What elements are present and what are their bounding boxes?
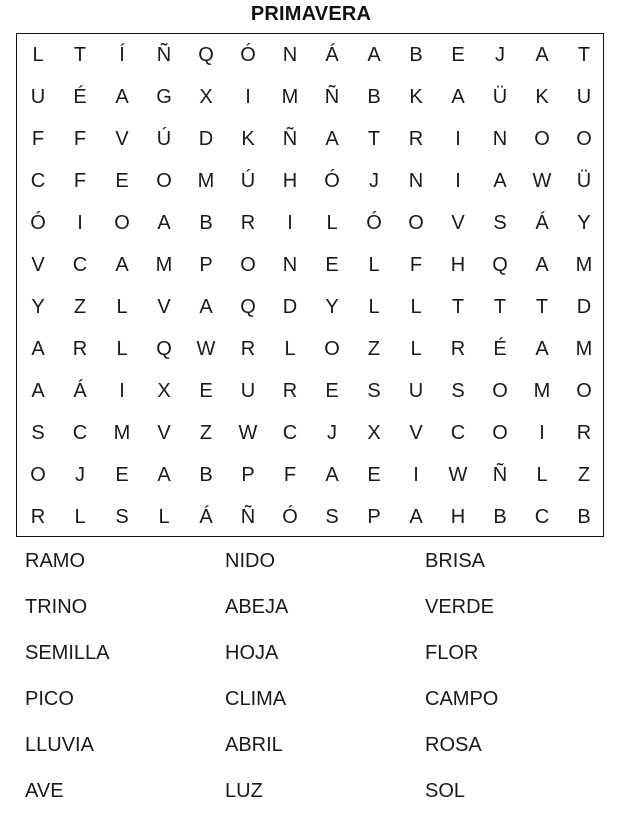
grid-cell: L xyxy=(326,212,338,234)
grid-cell: W xyxy=(532,170,552,192)
grid-cell: H xyxy=(450,506,466,528)
grid-cell: A xyxy=(157,464,171,486)
grid-cell: Ó xyxy=(282,506,298,528)
grid-cell: L xyxy=(284,338,296,360)
grid-cell: A xyxy=(31,380,45,402)
grid-cell: V xyxy=(451,212,465,234)
word-list-item: ABEJA xyxy=(225,596,289,618)
grid-cell: Ü xyxy=(492,86,508,108)
grid-cell: I xyxy=(287,212,293,234)
grid-cell: J xyxy=(369,170,379,192)
grid-cell: Z xyxy=(367,338,381,360)
word-list-item: ROSA xyxy=(425,734,482,756)
grid-cell: U xyxy=(408,380,424,402)
grid-cell: O xyxy=(576,128,592,150)
grid-cell: B xyxy=(409,44,423,66)
grid-cell: W xyxy=(448,464,468,486)
grid-cell: T xyxy=(73,44,87,66)
grid-cell: V xyxy=(409,422,423,444)
grid-cell: L xyxy=(368,296,380,318)
grid-cell: C xyxy=(534,506,550,528)
grid-cell: Á xyxy=(73,380,87,402)
grid-cell: R xyxy=(72,338,88,360)
grid-cell: R xyxy=(240,338,256,360)
grid-cell: R xyxy=(282,380,298,402)
grid-cell: O xyxy=(324,338,340,360)
grid-cell: W xyxy=(238,422,258,444)
grid-cell: S xyxy=(451,380,465,402)
grid-cell: Á xyxy=(325,44,339,66)
grid-cell: F xyxy=(409,254,423,276)
grid-cell: I xyxy=(455,170,461,192)
grid-cell: I xyxy=(77,212,83,234)
word-list-item: AVE xyxy=(25,780,64,802)
grid-cell: F xyxy=(283,464,297,486)
grid-cell: Q xyxy=(240,296,256,318)
word-list-item: SEMILLA xyxy=(25,642,110,664)
grid-cell: X xyxy=(157,380,171,402)
grid-cell: Ú xyxy=(156,128,172,150)
grid-cell: L xyxy=(116,296,128,318)
grid-cell: T xyxy=(367,128,381,150)
grid-cell: B xyxy=(367,86,381,108)
word-list-item: NIDO xyxy=(225,550,275,572)
word-list xyxy=(25,546,615,822)
grid-cell: H xyxy=(282,170,298,192)
grid-cell: C xyxy=(72,254,88,276)
grid-cell: J xyxy=(495,44,505,66)
word-list-item: VERDE xyxy=(425,596,494,618)
grid-cell: R xyxy=(240,212,256,234)
grid-cell: V xyxy=(157,296,171,318)
grid-cell: F xyxy=(73,170,87,192)
word-list-item: LLUVIA xyxy=(25,734,94,756)
grid-cell: Y xyxy=(577,212,591,234)
grid-cell: M xyxy=(575,254,593,276)
grid-cell: E xyxy=(115,170,129,192)
grid-cell: É xyxy=(73,86,87,108)
grid-cell: A xyxy=(535,44,549,66)
grid-cell: Z xyxy=(577,464,591,486)
grid-cell: Ü xyxy=(576,170,592,192)
grid-cell: B xyxy=(577,506,591,528)
grid-cell: E xyxy=(115,464,129,486)
grid-cell: M xyxy=(281,86,299,108)
grid-cell: A xyxy=(325,464,339,486)
grid-cell: O xyxy=(576,380,592,402)
grid-cell: Y xyxy=(325,296,339,318)
grid-cell: W xyxy=(196,338,216,360)
word-list-item: PICO xyxy=(25,688,74,710)
grid-cell: E xyxy=(367,464,381,486)
grid-cell: V xyxy=(115,128,129,150)
grid-cell: A xyxy=(115,254,129,276)
grid-cell: K xyxy=(535,86,549,108)
grid-cell: A xyxy=(199,296,213,318)
grid-cell: Ó xyxy=(30,212,46,234)
grid-cell: V xyxy=(157,422,171,444)
grid-cell: C xyxy=(72,422,88,444)
grid-cell: Ñ xyxy=(492,464,508,486)
grid-cell: L xyxy=(368,254,380,276)
grid-cell: R xyxy=(408,128,424,150)
grid-cell: U xyxy=(30,86,46,108)
grid-cell: Ñ xyxy=(240,506,256,528)
grid-cell: P xyxy=(199,254,213,276)
grid-cell: F xyxy=(31,128,45,150)
grid-cell: L xyxy=(116,338,128,360)
grid-cell: J xyxy=(327,422,337,444)
page-title: PRIMAVERA xyxy=(250,3,372,25)
grid-cell: K xyxy=(409,86,423,108)
grid-cell: Ñ xyxy=(282,128,298,150)
grid-cell: Z xyxy=(199,422,213,444)
grid-cell: A xyxy=(367,44,381,66)
grid-cell: D xyxy=(282,296,298,318)
word-list-item: HOJA xyxy=(225,642,279,664)
grid-cell: Y xyxy=(31,296,45,318)
word-list-item: SOL xyxy=(425,780,466,802)
grid-cell: M xyxy=(533,380,551,402)
grid-cell: E xyxy=(325,254,339,276)
grid-cell: A xyxy=(409,506,423,528)
grid-cell: M xyxy=(113,422,131,444)
grid-cell: E xyxy=(199,380,213,402)
grid-cell: L xyxy=(74,506,86,528)
grid-cell: A xyxy=(115,86,129,108)
word-list-item: CLIMA xyxy=(225,688,287,710)
grid-cell: P xyxy=(367,506,381,528)
word-list-item: TRINO xyxy=(25,596,88,618)
grid-cell: Á xyxy=(535,212,549,234)
grid-cell: B xyxy=(199,212,213,234)
grid-cell: I xyxy=(119,380,125,402)
grid-cell: A xyxy=(325,128,339,150)
grid-cell: X xyxy=(367,422,381,444)
grid-cell: N xyxy=(282,44,298,66)
grid-cell: N xyxy=(492,128,508,150)
grid-cell: L xyxy=(158,506,170,528)
grid-cell: C xyxy=(450,422,466,444)
grid-cell: I xyxy=(539,422,545,444)
grid-cell: Ó xyxy=(366,212,382,234)
grid-cell: P xyxy=(241,464,255,486)
grid-cell: O xyxy=(30,464,46,486)
word-list-item: ABRIL xyxy=(225,734,283,756)
grid-cell: Á xyxy=(199,506,213,528)
grid-cell: E xyxy=(325,380,339,402)
word-search-grid xyxy=(16,33,604,537)
grid-cell: L xyxy=(410,338,422,360)
grid-cell: Ñ xyxy=(156,44,172,66)
grid-cell: O xyxy=(408,212,424,234)
grid-cell: K xyxy=(241,128,255,150)
grid-cell: A xyxy=(451,86,465,108)
grid-cell: O xyxy=(492,422,508,444)
word-list-item: CAMPO xyxy=(425,688,499,710)
grid-cell: Q xyxy=(156,338,172,360)
grid-cell: C xyxy=(282,422,298,444)
grid-cell: I xyxy=(455,128,461,150)
grid-cell: E xyxy=(451,44,465,66)
grid-cell: Ú xyxy=(240,170,256,192)
grid-cell: L xyxy=(536,464,548,486)
grid-cell: I xyxy=(413,464,419,486)
grid-cell: L xyxy=(410,296,422,318)
grid-cell: N xyxy=(408,170,424,192)
grid-cell: V xyxy=(31,254,45,276)
grid-cell: M xyxy=(575,338,593,360)
grid-cell: L xyxy=(32,44,44,66)
grid-cell: U xyxy=(576,86,592,108)
grid-cell: B xyxy=(493,506,507,528)
grid-cell: Ñ xyxy=(324,86,340,108)
grid-cell: T xyxy=(535,296,549,318)
grid-cell: A xyxy=(493,170,507,192)
grid-cell: T xyxy=(577,44,591,66)
grid-cell: A xyxy=(535,254,549,276)
grid-cell: Z xyxy=(73,296,87,318)
grid-cell: S xyxy=(31,422,45,444)
grid-cell: H xyxy=(450,254,466,276)
grid-cell: G xyxy=(156,86,172,108)
grid-cell: N xyxy=(282,254,298,276)
grid-cell: A xyxy=(535,338,549,360)
grid-cell: T xyxy=(493,296,507,318)
grid-cell: A xyxy=(157,212,171,234)
grid-cell: O xyxy=(240,254,256,276)
grid-cell: A xyxy=(31,338,45,360)
word-list-item: RAMO xyxy=(25,550,85,572)
grid-cell: M xyxy=(197,170,215,192)
word-list-item: BRISA xyxy=(425,550,486,572)
grid-cell: C xyxy=(30,170,46,192)
grid-cell: S xyxy=(115,506,129,528)
grid-cell: R xyxy=(576,422,592,444)
grid-cell: R xyxy=(30,506,46,528)
grid-cell: O xyxy=(114,212,130,234)
grid-cell: D xyxy=(198,128,214,150)
grid-cell: D xyxy=(576,296,592,318)
grid-cell: Í xyxy=(119,44,125,66)
grid-cell: I xyxy=(245,86,251,108)
grid-cell: J xyxy=(75,464,85,486)
grid-cell: B xyxy=(199,464,213,486)
grid-cell: S xyxy=(493,212,507,234)
word-list-item: FLOR xyxy=(425,642,479,664)
grid-cell: O xyxy=(534,128,550,150)
grid-cell: R xyxy=(450,338,466,360)
grid-cell: S xyxy=(325,506,339,528)
grid-cell: Q xyxy=(492,254,508,276)
grid-cell: T xyxy=(451,296,465,318)
grid-cell: Q xyxy=(198,44,214,66)
grid-cell: O xyxy=(492,380,508,402)
grid-cell: O xyxy=(156,170,172,192)
grid-cell: F xyxy=(73,128,87,150)
grid-cell: É xyxy=(493,338,507,360)
grid-cell: Ó xyxy=(240,44,256,66)
word-list-item: LUZ xyxy=(225,780,263,802)
grid-cell: Ó xyxy=(324,170,340,192)
grid-cell: S xyxy=(367,380,381,402)
grid-cell: M xyxy=(155,254,173,276)
grid-cell: U xyxy=(240,380,256,402)
grid-cell: X xyxy=(199,86,213,108)
